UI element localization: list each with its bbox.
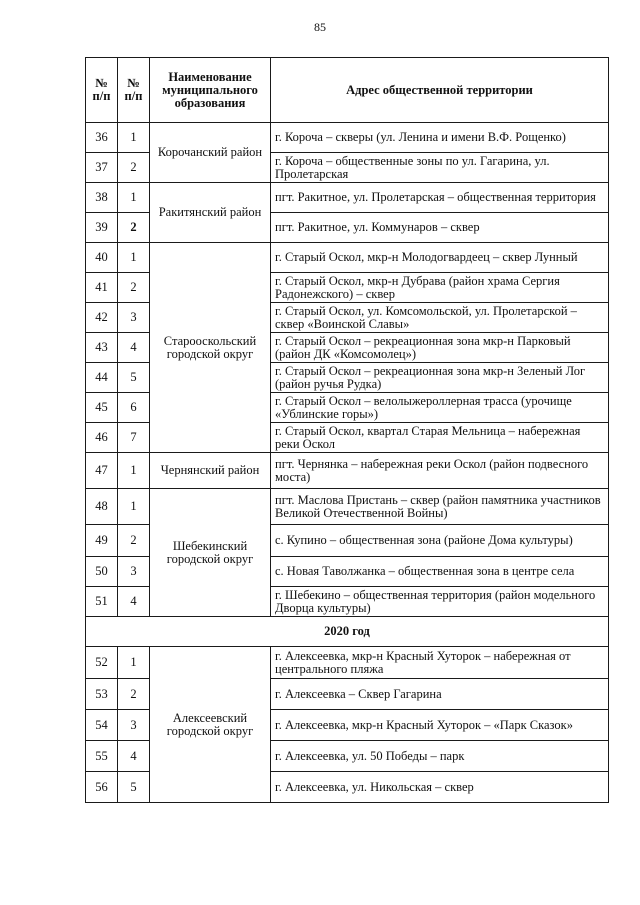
address-cell: г. Шебекино – общественная территория (район модельного Дворца культуры) <box>271 587 609 617</box>
row-local-number: 1 <box>118 123 150 153</box>
row-local-number: 1 <box>118 453 150 489</box>
address-cell: пгт. Ракитное, ул. Коммунаров – сквер <box>271 213 609 243</box>
row-local-number: 3 <box>118 303 150 333</box>
row-number: 46 <box>86 423 118 453</box>
row-local-number: 1 <box>118 647 150 679</box>
row-number: 37 <box>86 153 118 183</box>
row-number: 47 <box>86 453 118 489</box>
address-cell: г. Алексеевка, мкр-н Красный Хуторок – «Парк Сказок» <box>271 710 609 741</box>
address-cell: г. Старый Оскол – рекреационная зона мкр-н Парковый (район ДК «Комсомолец») <box>271 333 609 363</box>
row-number: 42 <box>86 303 118 333</box>
municipality-cell: Алексеевский городской округ <box>150 647 271 803</box>
row-number: 43 <box>86 333 118 363</box>
header-municipality: Наименование муниципального образования <box>150 58 271 123</box>
address-cell: пгт. Ракитное, ул. Пролетарская – общественная территория <box>271 183 609 213</box>
row-local-number: 5 <box>118 772 150 803</box>
address-cell: г. Старый Оскол, ул. Комсомольской, ул. Пролетарской – сквер «Воинской Славы» <box>271 303 609 333</box>
header-address: Адрес общественной территории <box>271 58 609 123</box>
table-row <box>86 243 609 273</box>
address-cell: г. Алексеевка, ул. Никольская – сквер <box>271 772 609 803</box>
row-number: 56 <box>86 772 118 803</box>
row-local-number: 4 <box>118 741 150 772</box>
row-number: 55 <box>86 741 118 772</box>
row-number: 54 <box>86 710 118 741</box>
row-local-number: 4 <box>118 587 150 617</box>
table-row <box>86 489 609 525</box>
row-number: 48 <box>86 489 118 525</box>
address-cell: г. Короча – скверы (ул. Ленина и имени В.Ф. Рощенко) <box>271 123 609 153</box>
table-row <box>86 647 609 679</box>
row-local-number: 2 <box>118 153 150 183</box>
address-cell: пгт. Чернянка – набережная реки Оскол (район подвесного моста) <box>271 453 609 489</box>
row-local-number: 2 <box>118 213 150 243</box>
row-local-number: 1 <box>118 183 150 213</box>
address-cell: г. Алексеевка – Сквер Гагарина <box>271 679 609 710</box>
row-local-number: 2 <box>118 525 150 557</box>
row-local-number: 4 <box>118 333 150 363</box>
row-number: 39 <box>86 213 118 243</box>
municipality-cell: Чернянский район <box>150 453 271 489</box>
table-row <box>86 183 609 213</box>
row-local-number: 7 <box>118 423 150 453</box>
municipality-cell: Старооскольский городской округ <box>150 243 271 453</box>
year-heading: 2020 год <box>86 617 609 647</box>
table-row <box>86 123 609 153</box>
row-local-number: 2 <box>118 273 150 303</box>
header-num-total: № п/п <box>86 58 118 123</box>
address-cell: г. Старый Оскол, мкр-н Дубрава (район храма Сергия Радонежского) – сквер <box>271 273 609 303</box>
address-cell: г. Старый Оскол – рекреационная зона мкр-н Зеленый Лог (район ручья Рудка) <box>271 363 609 393</box>
row-local-number: 5 <box>118 363 150 393</box>
row-local-number: 1 <box>118 243 150 273</box>
row-number: 53 <box>86 679 118 710</box>
header-num-local: № п/п <box>118 58 150 123</box>
territories-table <box>85 57 609 803</box>
page-number: 85 <box>314 20 326 34</box>
row-number: 51 <box>86 587 118 617</box>
address-cell: г. Алексеевка, ул. 50 Победы – парк <box>271 741 609 772</box>
row-local-number: 3 <box>118 710 150 741</box>
row-local-number: 1 <box>118 489 150 525</box>
row-number: 38 <box>86 183 118 213</box>
row-local-number: 3 <box>118 557 150 587</box>
row-number: 49 <box>86 525 118 557</box>
address-cell: с. Купино – общественная зона (районе Дома культуры) <box>271 525 609 557</box>
row-number: 36 <box>86 123 118 153</box>
row-number: 52 <box>86 647 118 679</box>
address-cell: г. Старый Оскол – велолыжероллерная трасса (урочище «Ублинские горы») <box>271 393 609 423</box>
address-cell: г. Короча – общественные зоны по ул. Гагарина, ул. Пролетарская <box>271 153 609 183</box>
address-cell: г. Алексеевка, мкр-н Красный Хуторок – набережная от центрального пляжа <box>271 647 609 679</box>
row-number: 45 <box>86 393 118 423</box>
header-row <box>86 58 609 123</box>
row-local-number: 2 <box>118 679 150 710</box>
row-number: 44 <box>86 363 118 393</box>
municipality-cell: Корочанский район <box>150 123 271 183</box>
row-number: 41 <box>86 273 118 303</box>
row-number: 40 <box>86 243 118 273</box>
address-cell: г. Старый Оскол, квартал Старая Мельница – набережная реки Оскол <box>271 423 609 453</box>
table-row <box>86 453 609 489</box>
row-number: 50 <box>86 557 118 587</box>
year-row <box>86 617 609 647</box>
address-cell: с. Новая Таволжанка – общественная зона в центре села <box>271 557 609 587</box>
address-cell: пгт. Маслова Пристань – сквер (район памятника участников Великой Отечественной Войны) <box>271 489 609 525</box>
municipality-cell: Ракитянский район <box>150 183 271 243</box>
address-cell: г. Старый Оскол, мкр-н Молодогвардеец – сквер Лунный <box>271 243 609 273</box>
municipality-cell: Шебекинский городской округ <box>150 489 271 617</box>
row-local-number: 6 <box>118 393 150 423</box>
